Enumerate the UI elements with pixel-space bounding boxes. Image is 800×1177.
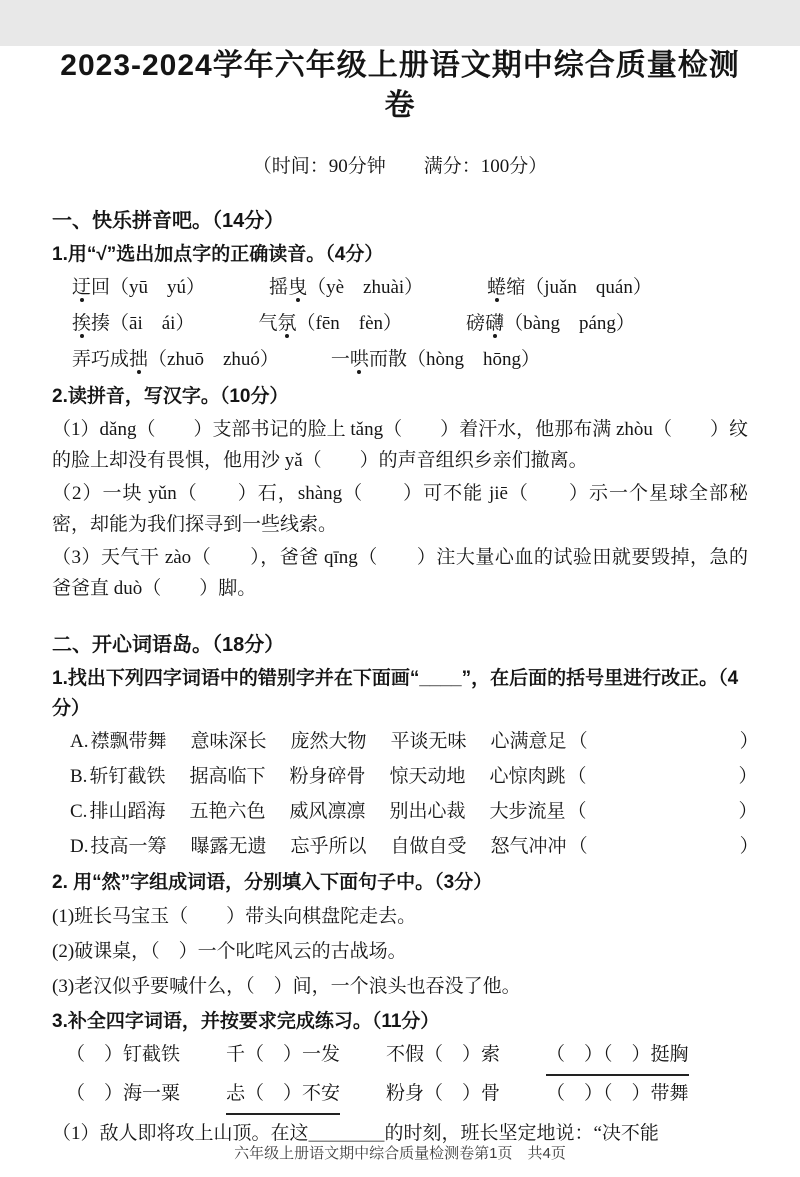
word-part: 回 xyxy=(91,277,111,298)
fill-item: 粉身（ ）骨 xyxy=(386,1083,501,1104)
word-part: 揍 xyxy=(91,313,111,334)
row-label: C. xyxy=(70,801,88,822)
dotted-char: 曳 xyxy=(288,277,308,298)
pinyin-item xyxy=(487,270,652,306)
idiom-word: 据高临下 xyxy=(189,766,266,787)
s1-q2-item-3: （3）天气干 zào（ ），爸爸 qīng（ ）注大量心血的试验田就要毁掉，急的爸爸直 duò（ ）脚。 xyxy=(52,547,748,599)
idiom-row-d xyxy=(52,829,759,864)
s2-q2-item-2: (2)破课桌，（ ）一个叱咤风云的古战场。 xyxy=(52,941,407,962)
fill-row-2 xyxy=(52,1076,748,1115)
idiom-word: 大步流星 xyxy=(489,801,566,822)
idiom-word: 意味深长 xyxy=(190,731,267,752)
word-part: 一 xyxy=(330,349,350,370)
page-footer: 六年级上册语文期中综合质量检测卷第1页 共4页 xyxy=(234,1145,566,1162)
fill-row-1 xyxy=(52,1037,748,1076)
fill-item: 千（ ）一发 xyxy=(226,1044,341,1065)
fill-item-underlined: （ ）（ ）挺胸 xyxy=(546,1037,689,1076)
pinyin-item xyxy=(72,270,205,306)
fill-item: （ ）钉截铁 xyxy=(66,1044,181,1065)
idiom-word: 五艳六色 xyxy=(189,801,266,822)
pinyin-item xyxy=(72,342,279,378)
idiom-word: 自做自受 xyxy=(390,836,467,857)
idiom-word: 襟飘带舞 xyxy=(90,731,167,752)
section-1-heading: 一、快乐拼音吧。（14分） xyxy=(52,210,285,232)
dotted-char: 哄 xyxy=(349,349,369,370)
dotted-char: 挨 xyxy=(72,313,92,334)
idiom-word: 别出心裁 xyxy=(389,801,466,822)
dotted-char: 拙 xyxy=(129,349,149,370)
pinyin-item xyxy=(466,306,635,342)
answer-bracket: （ ） xyxy=(567,766,758,787)
answer-bracket: （ ） xyxy=(568,731,759,752)
s2-q1-title: 1.找出下列四字词语中的错别字并在下面画“____”，在后面的括号里进行改正。（4分） xyxy=(52,668,739,719)
row-label: A. xyxy=(70,731,89,752)
s2-q2-item-3: (3)老汉似乎要喊什么，（ ）间，一个浪头也吞没了他。 xyxy=(52,976,521,997)
idiom-word: 心惊肉跳 xyxy=(489,766,566,787)
page-title: 2023-2024学年六年级上册语文期中综合质量检测卷 xyxy=(60,49,740,122)
dotted-char: 蜷 xyxy=(487,277,507,298)
idiom-word: 曝露无遗 xyxy=(190,836,267,857)
dotted-char: 礴 xyxy=(485,313,505,334)
pinyin-options: （yū yú） xyxy=(110,277,206,298)
s1-q2-item-2: （2）一块 yǔn（ ）石，shàng（ ）可不能 jiē（ ）示一个星球全部秘密，却能为我们探寻到一些线索。 xyxy=(52,483,748,535)
dotted-char: 迂 xyxy=(72,277,92,298)
row-label: D. xyxy=(70,836,89,857)
answer-bracket: （ ） xyxy=(567,801,758,822)
pinyin-row-1 xyxy=(52,270,748,306)
word-part: 气 xyxy=(258,313,278,334)
exam-info: （时间：90分钟 满分：100分） xyxy=(252,156,548,177)
fill-item: （ ）海一粟 xyxy=(66,1083,181,1104)
idiom-row-a xyxy=(52,724,759,759)
row-label: B. xyxy=(70,766,88,787)
pinyin-options: （bàng páng） xyxy=(504,313,635,334)
idiom-row-c xyxy=(52,794,758,829)
idiom-word: 威风凛凛 xyxy=(289,801,366,822)
s2-q2-title: 2. 用“然”字组成词语，分别填入下面句子中。（3分） xyxy=(52,872,493,893)
word-part: 而散 xyxy=(368,349,407,370)
idiom-word: 心满意足 xyxy=(490,731,567,752)
idiom-word: 惊天动地 xyxy=(389,766,466,787)
fill-item: （ ）（ ）带舞 xyxy=(546,1083,689,1104)
dotted-char: 氛 xyxy=(277,313,297,334)
pinyin-options: （āi ái） xyxy=(110,313,195,334)
answer-bracket: （ ） xyxy=(568,836,759,857)
pinyin-options: （hòng hōng） xyxy=(406,349,540,370)
idiom-word: 斩钉截铁 xyxy=(89,766,166,787)
pinyin-item xyxy=(72,306,194,342)
s2-q3-title: 3.补全四字词语，并按要求完成练习。（11分） xyxy=(52,1011,440,1032)
pinyin-options: （fēn fèn） xyxy=(296,313,403,334)
word-part: 磅 xyxy=(466,313,486,334)
pinyin-options: （juǎn quán） xyxy=(525,277,652,298)
idiom-word: 技高一筹 xyxy=(90,836,167,857)
fill-item: 不假（ ）索 xyxy=(386,1044,501,1065)
pinyin-item xyxy=(269,270,423,306)
fill-item-underlined: 忐（ ）不安 xyxy=(226,1076,340,1115)
pinyin-options: （yè zhuài） xyxy=(307,277,424,298)
section-2-heading: 二、开心词语岛。（18分） xyxy=(52,634,285,656)
s1-q2-title: 2.读拼音，写汉字。（10分） xyxy=(52,386,289,407)
pinyin-row-3 xyxy=(52,342,748,378)
s1-q2-item-1: （1）dǎng（ ）支部书记的脸上 tǎng（ ）着汗水，他那布满 zhòu（ ）纹的脸上却没有畏惧，他用沙 yǎ（ ）的声音组织乡亲们撤离。 xyxy=(52,419,748,471)
exam-page xyxy=(0,46,800,1177)
idiom-word: 排山蹈海 xyxy=(89,801,166,822)
s2-q2-item-1: (1)班长马宝玉（ ）带头向棋盘陀走去。 xyxy=(52,906,417,927)
word-part: 缩 xyxy=(506,277,526,298)
idiom-word: 忘乎所以 xyxy=(290,836,367,857)
idiom-word: 庞然大物 xyxy=(290,731,367,752)
pinyin-options: （zhuō zhuó） xyxy=(148,349,279,370)
s1-q1-title: 1.用“√”选出加点字的正确读音。（4分） xyxy=(52,244,384,265)
pinyin-item xyxy=(258,306,402,342)
idiom-word: 平谈无味 xyxy=(390,731,467,752)
pinyin-item xyxy=(331,342,540,378)
s2-q3-sub-item: （1）敌人即将攻上山顶。在这＿＿＿＿的时刻，班长坚定地说：“决不能 xyxy=(52,1123,659,1144)
pinyin-row-2 xyxy=(52,306,748,342)
idiom-word: 粉身碎骨 xyxy=(289,766,366,787)
idiom-word: 怒气冲冲 xyxy=(490,836,567,857)
idiom-row-b xyxy=(52,759,758,794)
word-part: 摇 xyxy=(269,277,289,298)
word-part: 弄巧成 xyxy=(72,349,130,370)
